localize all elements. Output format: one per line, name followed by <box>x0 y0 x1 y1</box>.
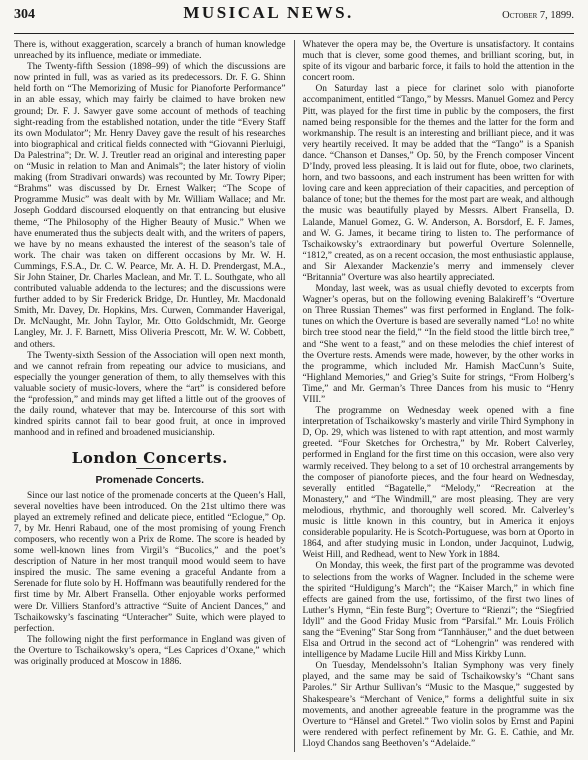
paragraph: On Monday, this week, the first part of the programme was devoted to selections from the works of Wagner. Included in the scheme were the spirited “Huldigung’s March”; the “Kaiser March,” in which fine effects are gained from the use, fortissimo, of the first two lines of Luther’s Hymn, “Ein feste Burg”; Overture to “Rienzi”; the “Siegfried Idyll” and the Good Friday Music from “Parsifal.” Mr. Louis Frölich sang the “Evening” Star Song from “Tannhäuser,” and the duet between Elsa and Ortrud in the second act of “Lohengrin” was rendered with intelligence by Madame Lucile Hill and Miss Kirkby Lunn. <box>302 561 574 661</box>
paragraph: Since our last notice of the promenade concerts at the Queen’s Hall, several novelties have been introduced. On the 21st ultimo there was played an extremely refined and delicate piece, entitled “Eclogue,” Op. 7, by Mr. Henri Rabaud, one of the most promising of young French composers, who recently won a Prix de Rome. The score is headed by some well-known lines from Virgil’s “Bucolics,” and the poet’s description of Nature in her most tranquil mood would seem to have inspired the music. The same evening a graceful Andante from a Serenade for flute solo by H. Hoffmann was beautifully rendered for the first time by Mr. Albert Fransella. Other enjoyable works performed were Dr. Villiers Stanford’s attractive “Suite of Ancient Dances,” and Tschaikowsky’s fascinating “Unteracher” Suite, which were played to perfection. <box>14 490 286 634</box>
article-columns <box>14 40 574 752</box>
paragraph: Whatever the opera may be, the Overture is unsatisfactory. It contains much that is clever, some good themes, and brilliant scoring, but, in spite of its vigour and barbaric force, it fails to hold the attention in the concert room. <box>302 40 574 84</box>
paragraph: The Twenty-fifth Session (1898–99) of which the discussions are now printed in full, was as varied as its predecessors. Dr. F. G. Shinn held forth on “The Memorizing of Music for Pianoforte Performance” in an able essay, which may fairly be claimed to have broken new ground; Dr. F. J. Sawyer gave some account of methods of teaching sight-reading from the established notation, under the title “Every Staff its own Modulator”; Mr. Henry Davey gave the result of his researches into biographical and critical fields connected with “Giovanni Pierluigi, Da Palestrina”; Dr. W. J. Treutler read an original and interesting paper on “Music in relation to Man and Animals”; the later history of violin making (from Stradivari onwards) was recounted by Mr. Towry Piper; “Brahms” was discussed by Dr. Ernest Walker; “The Scope of Programme Music” was dealt with by Mr. William Wallace; and Mr. Joseph Goddard discoursed eloquently on that entrancing but elusive theme, “The Philosophy of the Higher Beauty of Music.” When we have enumerated thus the subjects dealt with, and the writers of papers, we have by no means exhausted the interest of the season’s tale of work. The chair was taken on different occasions by Mr. W. H. Cummings, F.S.A., Dr. C. W. Pearce, Mr. A. H. D. Prendergast, M.A., Sir John Stainer, Dr. Charles Maclean, and Mr. T. L. Southgate, who all contributed valuable addenda to the lectures; and the discussions were further added to by Sir Frederick Bridge, Dr. Huntley, Mr. Macdonald Smith, Mr. Davey, Dr. Hopkins, Mrs. Curwen, Commander Haverigal, Dr. McNaught, Mr. John Taylor, Mr. Otto Goldschmidt, Mr. George Langley, Mr. J. F. Barnett, Miss Oliveria Prescott, Mr. W. W. Cobbett, and others. <box>14 62 286 350</box>
issue-date: October 7, 1899. <box>502 10 574 21</box>
left-column <box>14 40 294 752</box>
right-column <box>294 40 575 752</box>
paragraph: The programme on Wednesday week opened with a fine interpretation of Tschaikowsky’s masterly and virile Third Symphony in D, Op. 29, which was listened to with rapt attention, and most warmly greeted. “Four Sketches for Orchestra,” by Mr. Robert Calverley, performed in England for the first time on this occasion, were also very warmly received. They belong to a set of 10 orchestral arrangements by the composer of pianoforte pieces, and the four heard on Wednesday, severally entitled “Bagatelle,” “Melody,” “Recreation at the Monastery,” and “The Windmill,” are most pleasing. They are very melodious, rhythmic, and thoroughly well scored. Mr. Calverley’s music is little known in this country, but in America it enjoys considerable popularity. He is Scotch-Portuguese, was born at Oporto in 1864, and after studying music in London, under Jacquinot, Ludwig, Weist Hill, and Redhead, went to New York in 1884. <box>302 406 574 561</box>
journal-title: MUSICAL NEWS. <box>183 3 354 22</box>
paragraph: On Saturday last a piece for clarinet solo with pianoforte accompaniment, entitled “Tango,” by Messrs. Manuel Gomez and Percy Pitt, was played for the first time in public by the composers, the first named being responsible for the themes and the latter for the form and workmanship. The result is an interesting and brilliant piece, and it was very heartily received. It may be added that the “Tango” is a Spanish dance. “Chanson et Danses,” Op. 50, by the French composer Vincent D’Indy, proved less pleasing. It is laid out for flute, oboe, two clarinets, horn, and two bassoons, and each instrument has been written for with loving care and keen appreciation of their capacities, and perception of balance of tone; but the themes for the most part are weak, and although the music was beautifully played by Messrs. Albert Fransella, D. Lalande, Manuel Gomez, G. W. Anderson, A. Borsdorf, E. F. James, and W. G. James, it became tiring to listen to. The performance of Tschaikowsky’s extraordinary but powerful Overture Solennelle, “1812,” created, as on a recent occasion, the most enthusiastic applause, and Sir Alexander Mackenzie’s merry and immensely clever “Britannia” Overture was also heartily appreciated. <box>302 84 574 283</box>
paragraph: On Tuesday, Mendelssohn’s Italian Symphony was very finely played, and the same may be said of Tschaikowsky’s “Chant sans Paroles.” Sir Arthur Sullivan’s “Music to the Masque,” suggested by Shakespeare’s “Merchant of Venice,” forms a delightful suite in six movements, and another agreeable feature in the programme was the Overture to “Hänsel and Gretel.” Two violin solos by Ernst and Papini were rendered with perfect refinement by Mr. G. E. Cathie, and Mr. Lloyd Chandos sang Beethoven’s “Adelaide.” <box>302 661 574 749</box>
page-number: 304 <box>14 7 35 22</box>
section-divider <box>136 468 164 469</box>
section-title: London Concerts. <box>71 449 228 468</box>
paragraph: The following night the first performance in England was given of the Overture to Tschaikowsky’s opera, “Les Caprices d’Oxane,” which was originally produced at Moscow in 1886. <box>14 634 286 667</box>
paragraph: There is, without exaggeration, scarcely a branch of human knowledge unreached by its influence, mediate or immediate. <box>14 40 286 62</box>
subsection-title: Promenade Concerts. <box>95 474 205 487</box>
paragraph: The Twenty-sixth Session of the Association will open next month, and we cannot refrain from repeating our advice to musicians, and especially the younger generation of them, to ally themselves with this valuable society of music-lovers, where the “art” is considered before the “profession,” and minds may get lifted a little out of the grooves of the daily round, whatever that may be. Intercourse of this sort with kindred spirits cannot fail to bear good fruit, at once in improved manhood and in refined and broadened musicianship. <box>14 350 286 439</box>
paragraph: Monday, last week, was as usual chiefly devoted to excerpts from Wagner’s operas, but on the following evening Balakireff’s “Overture on Three Russian Themes” was first performed in England. The folk-tunes on which the Overture is based are severally named “Lo! no white birch tree stood near the field,” “In the field stood the little birch tree,” and “She went to a feast,” and on these melodies the chief interest of the Overture rests. Amends were made, however, by the other works in the programme, which included Mr. Hamish MacCunn’s Suite, “Highland Memories,” and Grieg’s Suite for strings, “From Holberg’s Time,” and Mr. German’s Three Dances from his music to “Henry VIII.” <box>302 284 574 405</box>
page-header <box>14 0 574 34</box>
